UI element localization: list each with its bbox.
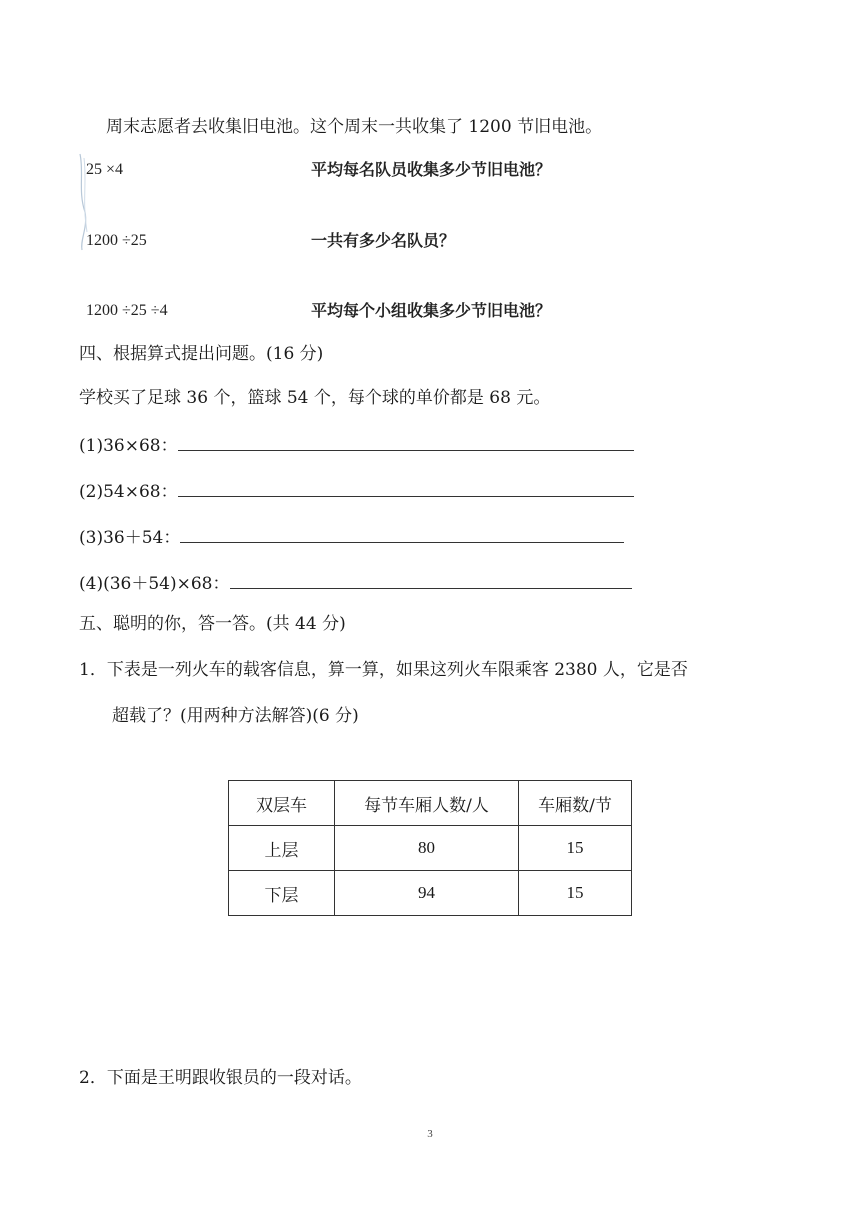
matching-expr-1: 25 ×4 bbox=[86, 161, 124, 178]
q2-text: 2．下面是王明跟收银员的一段对话。 bbox=[79, 1068, 362, 1088]
q1-text-line2: 超载了？(用两种方法解答)(6 分) bbox=[112, 706, 359, 726]
train-capacity-table bbox=[228, 780, 632, 916]
table-cell: 上层 bbox=[229, 826, 335, 871]
answer-blank-1[interactable] bbox=[178, 432, 634, 451]
table-row bbox=[229, 871, 632, 916]
table-header-row bbox=[229, 781, 632, 826]
section4-title: 四、根据算式提出问题。(16 分) bbox=[79, 344, 324, 364]
question-label-2: (2)54×68： bbox=[79, 482, 178, 502]
table-row bbox=[229, 826, 632, 871]
matching-question-3: 平均每个小组收集多少节旧电池？ bbox=[311, 301, 552, 320]
question-item-4 bbox=[79, 570, 632, 596]
page-number: 3 bbox=[427, 1128, 433, 1140]
intro-text: 周末志愿者去收集旧电池。这个周末一共收集了 1200 节旧电池。 bbox=[106, 117, 603, 137]
question-item-2 bbox=[79, 478, 634, 504]
table-cell: 下层 bbox=[229, 871, 335, 916]
answer-blank-3[interactable] bbox=[180, 524, 624, 543]
question-label-3: (3)36＋54： bbox=[79, 528, 181, 548]
table-cell: 15 bbox=[519, 826, 632, 871]
answer-blank-4[interactable] bbox=[230, 570, 632, 589]
table-header-cell: 每节车厢人数/人 bbox=[335, 781, 519, 826]
answer-blank-2[interactable] bbox=[178, 478, 634, 497]
table-cell: 15 bbox=[519, 871, 632, 916]
matching-question-1: 平均每名队员收集多少节旧电池？ bbox=[311, 160, 552, 179]
matching-expr-3: 1200 ÷25 ÷4 bbox=[86, 302, 168, 319]
matching-expr-2: 1200 ÷25 bbox=[86, 232, 147, 249]
question-label-4: (4)(36＋54)×68： bbox=[79, 574, 230, 594]
section4-context: 学校买了足球 36 个，篮球 54 个，每个球的单价都是 68 元。 bbox=[79, 388, 551, 408]
matching-question-2: 一共有多少名队员？ bbox=[311, 231, 456, 250]
q1-text-line1: 1．下表是一列火车的载客信息，算一算，如果这列火车限乘客 2380 人，它是否 bbox=[79, 660, 688, 680]
table-header-cell: 双层车 bbox=[229, 781, 335, 826]
table-cell: 94 bbox=[335, 871, 519, 916]
table-cell: 80 bbox=[335, 826, 519, 871]
question-item-1 bbox=[79, 432, 634, 458]
question-item-3 bbox=[79, 524, 624, 550]
table-header-cell: 车厢数/节 bbox=[519, 781, 632, 826]
question-label-1: (1)36×68： bbox=[79, 436, 178, 456]
section5-title: 五、聪明的你，答一答。(共 44 分) bbox=[79, 614, 346, 634]
